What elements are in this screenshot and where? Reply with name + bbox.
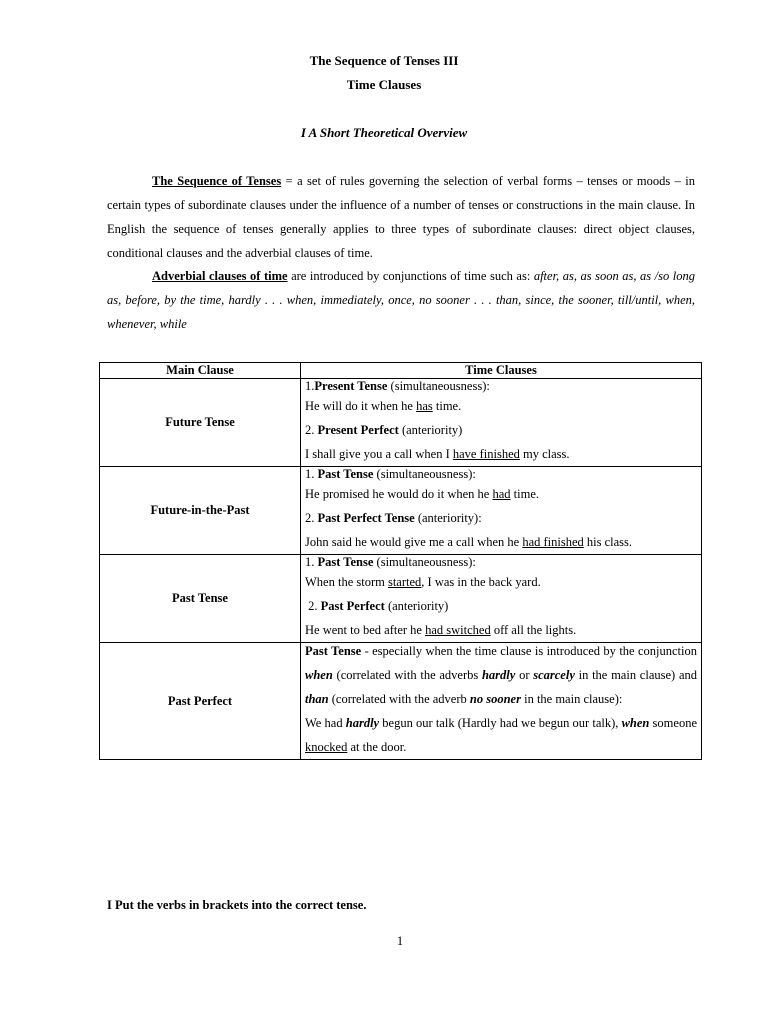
example-line: He promised he would do it when he had time. (305, 487, 539, 501)
adverbial-text: are introduced by conjunctions of time such as: (287, 269, 534, 283)
rule-line: 2. Present Perfect (anteriority) (305, 423, 463, 437)
section-heading: I A Short Theoretical Overview (300, 125, 468, 140)
term-adverbial-clauses: Adverbial clauses of time (152, 269, 288, 283)
example-line: John said he would give me a call when he had finished his class. (305, 535, 633, 549)
main-clause-cell: Past Perfect (100, 643, 301, 760)
example-paragraph: We had hardly begun our talk (Hardly had we begun our talk), when someone knocked at the door. (305, 716, 697, 754)
rule-line: 2. Past Perfect (anteriority) (305, 599, 449, 613)
definition-paragraph (107, 169, 695, 265)
main-clause-cell: Future Tense (100, 379, 301, 467)
table-row (100, 643, 702, 760)
main-clause-cell: Future-in-the-Past (100, 467, 301, 555)
time-clause-cell (301, 555, 702, 643)
exercise-instruction: I Put the verbs in brackets into the correct tense. (107, 898, 367, 912)
document-title: The Sequence of Tenses III (309, 53, 459, 68)
header-time-clauses: Time Clauses (301, 363, 702, 379)
table-row (100, 379, 702, 467)
example-line: When the storm started, I was in the back yard. (305, 575, 541, 589)
document-subtitle: Time Clauses (346, 77, 422, 92)
table-header-row (100, 363, 702, 379)
definition-text: = a set of rules governing the selection of verbal forms – tenses or moods – in certain types of subordinate clauses under the influence of a number of tenses or constructions in the main clause. In English the sequence of tenses generally applies to three types of subordinate clauses: direct object clauses, conditional clauses and the adverbial clauses of time. (107, 174, 696, 260)
rule-paragraph: Past Tense - especially when the time clause is introduced by the conjunction when (correlated with the adverbs hardly or scarcely in the main clause) and than (correlated with the adverb no sooner in the main clause): (305, 644, 697, 706)
rule-line: 1. Past Tense (simultaneousness): (305, 467, 476, 481)
header-main-clause: Main Clause (100, 363, 301, 379)
rule-line: 1.Present Tense (simultaneousness): (305, 379, 490, 393)
conjunction-list: after, as, as soon as, as /so long as, before, by the time, hardly . . . when, immediately, once, no sooner . . . than, since, the sooner, till/until, when, whenever, while (107, 269, 695, 331)
time-clause-cell (301, 467, 702, 555)
term-sequence-of-tenses: The Sequence of Tenses (152, 174, 282, 188)
rule-line: 2. Past Perfect Tense (anteriority): (305, 511, 482, 525)
example-line: He will do it when he has time. (305, 399, 462, 413)
time-clause-cell (301, 643, 702, 760)
table-row (100, 467, 702, 555)
adverbial-paragraph (107, 264, 695, 336)
table-row (100, 555, 702, 643)
tense-table (99, 362, 702, 760)
main-clause-cell: Past Tense (100, 555, 301, 643)
time-clause-cell (301, 379, 702, 467)
example-line: I shall give you a call when I have finished my class. (305, 447, 570, 461)
page-number: 1 (396, 934, 404, 948)
example-line: He went to bed after he had switched off all the lights. (305, 623, 577, 637)
rule-line: 1. Past Tense (simultaneousness): (305, 555, 476, 569)
